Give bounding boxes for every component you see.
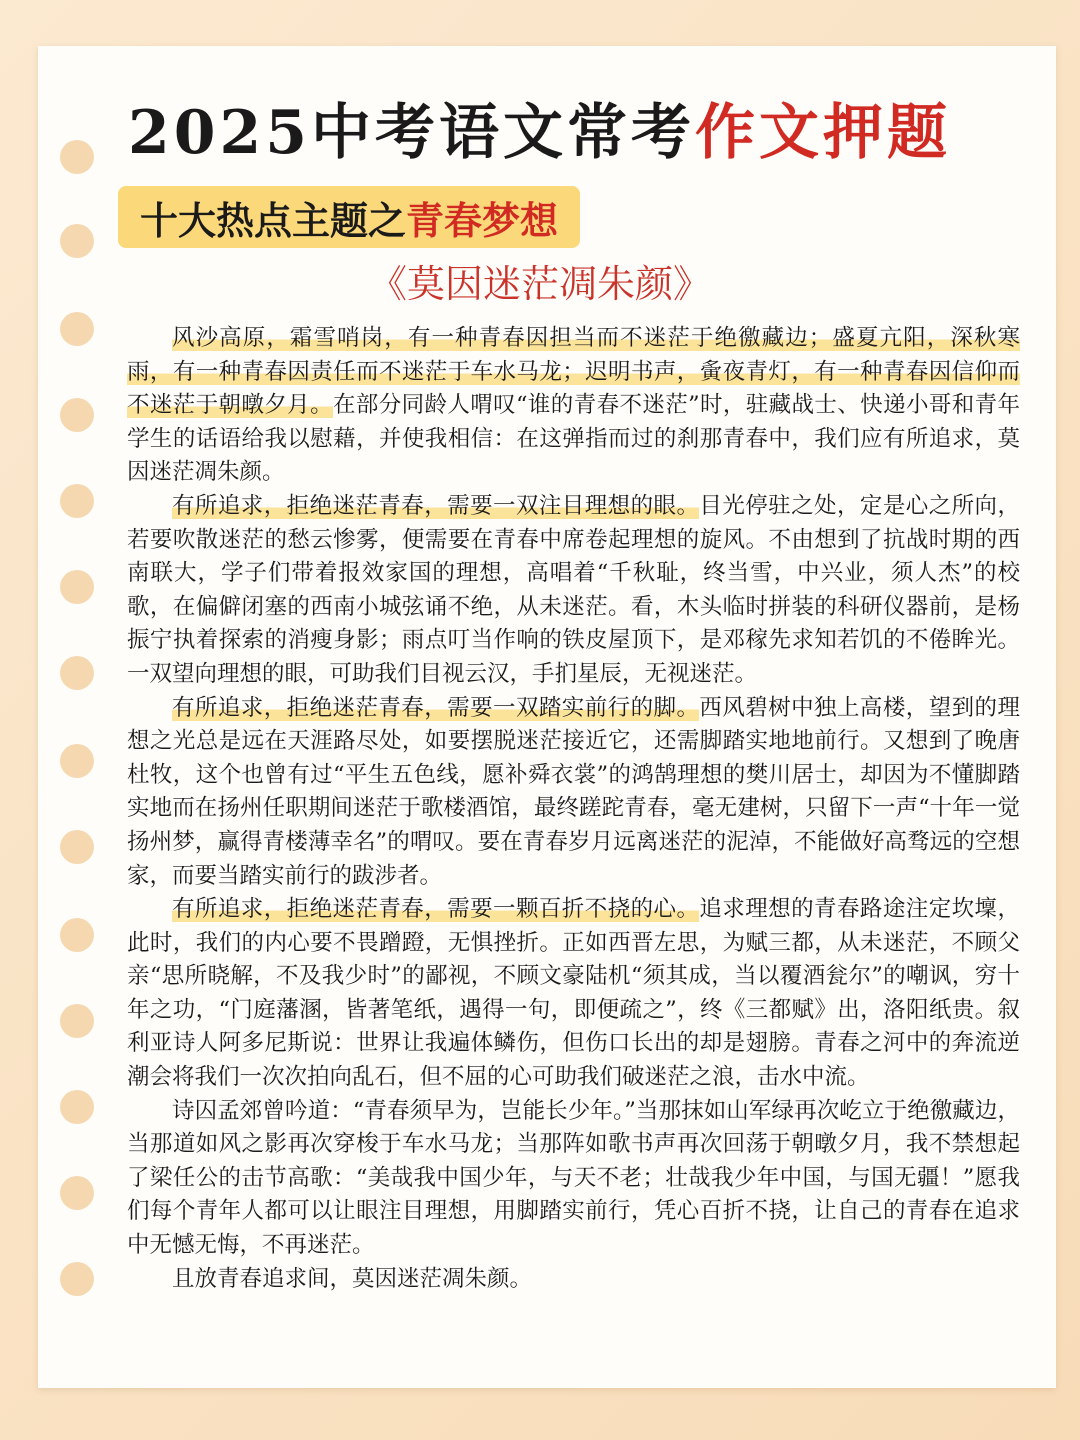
paragraph	[127, 893, 1020, 1095]
paragraph-text: 追求理想的青春路途注定坎壈，此时，我们的内心要不畏蹭蹬，无惧挫折。正如西晋左思，为赋三都，从未迷茫，不顾父亲“思所晓解，不及我少时”的鄙视，不顾文豪陆机“须其成，当以覆酒瓮尔”的嘲讽，穷十年之功，“门庭藩溷，皆著笔纸，遇得一句，即便疏之”，终《三都赋》出，洛阳纸贵。叙利亚诗人阿多尼斯说：世界让我遍体鳞伤，但伤口长出的却是翅膀。青春之河中的奔流逆潮会将我们一次次拍向乱石，但不屈的心可助我们破迷茫之浪，击水中流。	[127, 896, 1020, 1091]
paragraph	[127, 1095, 1020, 1263]
subtitle-main: 十大热点主题之	[140, 198, 407, 243]
paragraph	[127, 1263, 1020, 1297]
paragraph-highlight: 有所追求，拒绝迷茫青春，需要一双踏实前行的脚。	[172, 694, 700, 721]
binder-hole	[60, 484, 94, 518]
paragraph-highlight: 有所追求，拒绝迷茫青春，需要一颗百折不挠的心。	[172, 896, 700, 923]
paragraph-highlight: 风沙高原，霜雪哨岗，有一种青春因担当而不迷茫于绝徼藏边；盛夏亢阳，深秋寒雨，有一种青春因责任而不迷茫于车水马龙；迟明书声，夤夜青灯，有一种青春因信仰而不迷茫于朝暾夕月。	[127, 325, 1020, 419]
binder-hole	[60, 398, 94, 432]
binder-hole	[60, 140, 94, 174]
essay-title: 《莫因迷茫凋朱颜》	[368, 262, 711, 306]
essay-body	[127, 322, 1020, 1296]
binder-hole	[60, 1004, 94, 1038]
paragraph-text: 在部分同龄人喟叹“谁的青春不迷茫”时，驻藏战士、快递小哥和青年学生的话语给我以慰藉，并使我相信：在这弹指而过的刹那青春中，我们应有所追求，莫因迷茫凋朱颜。	[127, 392, 1020, 486]
paragraph-highlight: 有所追求，拒绝迷茫青春，需要一双注目理想的眼。	[172, 492, 700, 519]
page-title-accent: 作文押题	[695, 98, 951, 168]
binder-hole	[60, 744, 94, 778]
subtitle-accent: 青春梦想	[406, 198, 559, 243]
binder-hole	[60, 570, 94, 604]
paragraph	[127, 490, 1020, 692]
paragraph-text: 西风碧树中独上高楼，望到的理想之光总是远在天涯路尽处，如要摆脱迷茫接近它，还需脚踏实地地前行。又想到了晚唐杜牧，这个也曾有过“平生五色线，愿补舜衣裳”的鸿鹄理想的樊川居士，却因为不懂脚踏实地而在扬州任职期间迷茫于歌楼酒馆，最终蹉跎青春，毫无建树，只留下一声“十年一觉扬州梦，赢得青楼薄幸名”的喟叹。要在青春岁月远离迷茫的泥淖，不能做好高骛远的空想家，而要当踏实前行的跋涉者。	[127, 694, 1020, 889]
binder-hole	[60, 312, 94, 346]
page-title-main: 2025中考语文常考	[128, 98, 695, 168]
binder-hole	[60, 1176, 94, 1210]
binder-hole	[60, 830, 94, 864]
page-title	[128, 78, 1048, 178]
binder-hole	[60, 918, 94, 952]
paragraph-text: 且放青春追求间，莫因迷茫凋朱颜。	[172, 1265, 533, 1292]
paragraph-text: 目光停驻之处，定是心之所向，若要吹散迷茫的愁云惨雾，便需要在青春中席卷起理想的旋风。不由想到了抗战时期的西南联大，学子们带着报效家国的理想，高唱着“千秋耻，终当雪，中兴业，须人杰”的校歌，在偏僻闭塞的西南小城弦诵不绝，从未迷茫。看，木头临时拼装的科研仪器前，是杨振宁执着探索的消瘦身影；雨点叮当作响的铁皮屋顶下，是邓稼先求知若饥的不倦眸光。一双望向理想的眼，可助我们目视云汉，手扪星辰，无视迷茫。	[127, 492, 1020, 687]
subtitle-banner	[118, 186, 580, 248]
paragraph	[127, 692, 1020, 894]
paragraph-text: 诗囚孟郊曾吟道：“青春须早为，岂能长少年。”当那抹如山军绿再次屹立于绝徼藏边，当那道如风之影再次穿梭于车水马龙；当那阵如歌书声再次回荡于朝暾夕月，我不禁想起了梁任公的击节高歌：“美哉我中国少年，与天不老；壮哉我少年中国，与国无疆！”愿我们每个青年人都可以让眼注目理想，用脚踏实前行，凭心百折不挠，让自己的青春在追求中无憾无悔，不再迷茫。	[127, 1097, 1020, 1259]
paragraph	[127, 322, 1020, 490]
binder-hole	[60, 1090, 94, 1124]
binder-hole	[60, 224, 94, 258]
binder-hole	[60, 1262, 94, 1296]
binder-hole	[60, 656, 94, 690]
